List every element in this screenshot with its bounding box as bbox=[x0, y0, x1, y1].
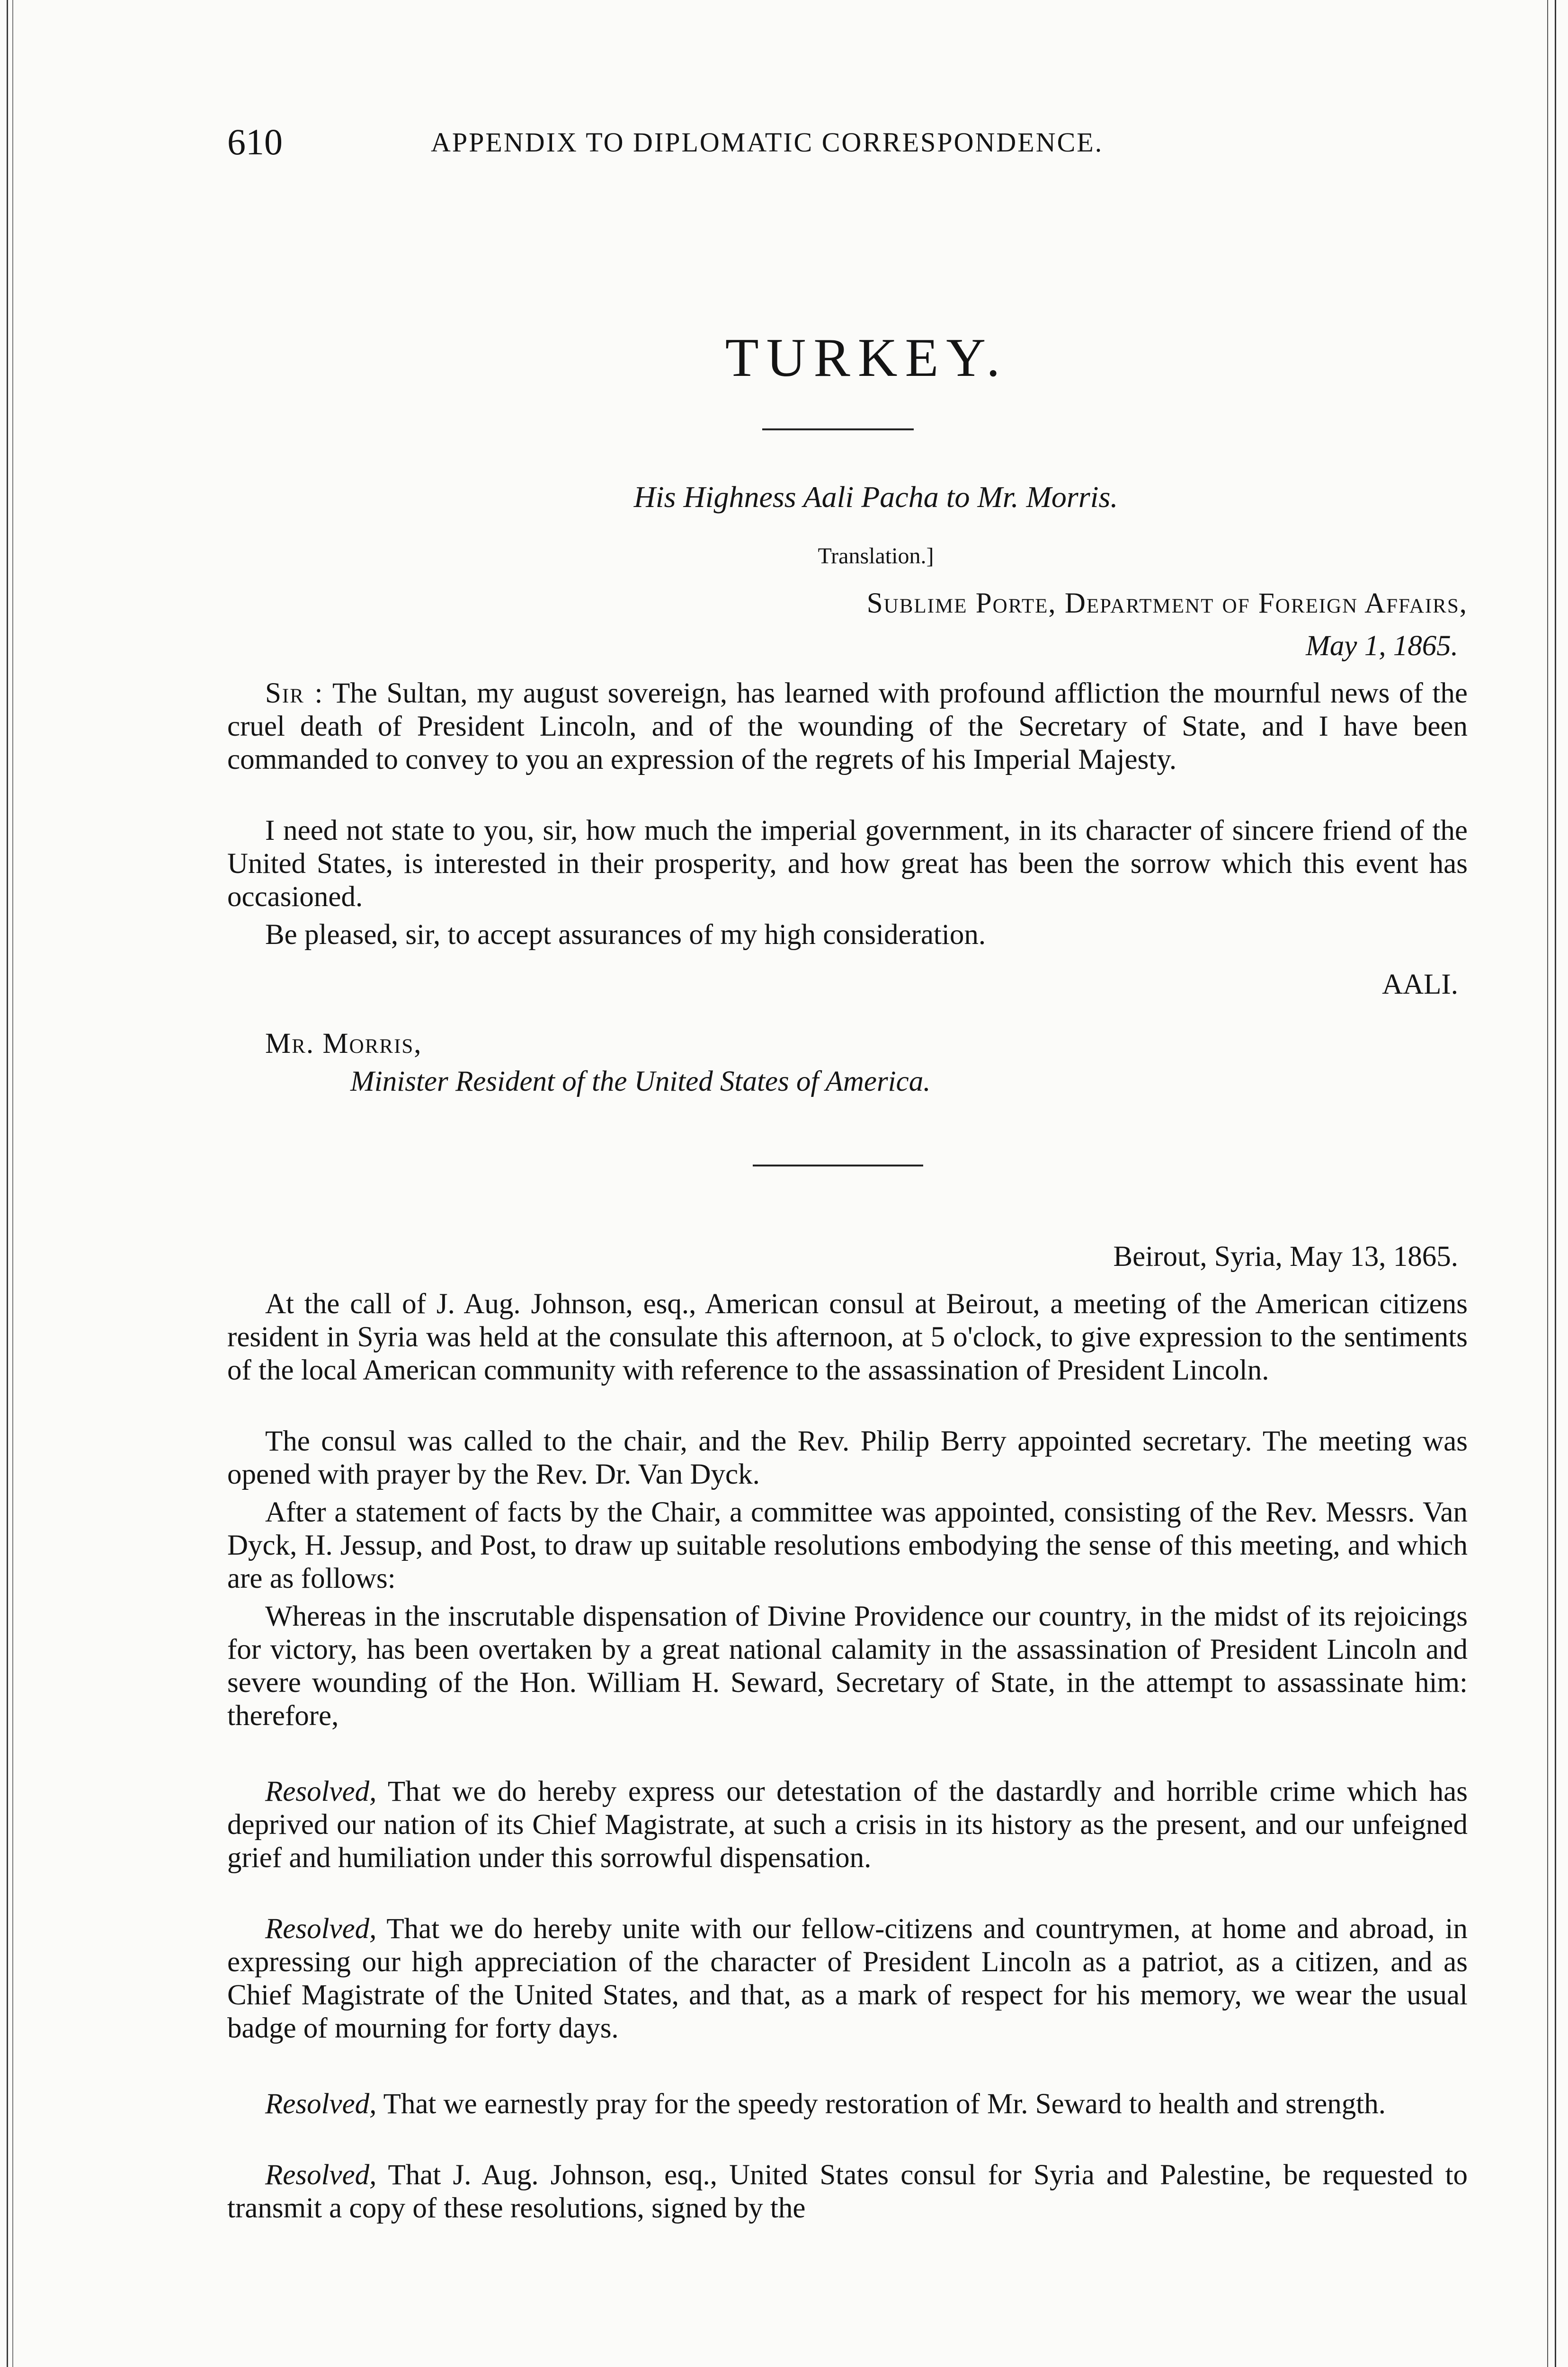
resolution-text: That J. Aug. Johnson, esq., United States consul for Syria and Palestine, be requested to transmit a copy of these resolutions, signed by the bbox=[227, 2159, 1468, 2224]
page-header bbox=[227, 121, 1468, 173]
page-edge-line bbox=[12, 0, 13, 2367]
page-edge-line bbox=[7, 0, 8, 2367]
meeting-paragraph: At the call of J. Aug. Johnson, esq., American consul at Beirout, a meeting of the American citizens resident in Syria was held at the consulate this afternoon, at 5 o'clock, to give expression to the sentiments of the local American community with reference to the assassination of President Lincoln. bbox=[227, 1288, 1468, 1386]
resolution-text: That we do hereby express our detestation of the dastardly and horrible crime which has deprived our nation of its Chief Magistrate, at such a crisis in its history as the present, and our unfeigned grief and humiliation under this sorrowful dispensation. bbox=[227, 1776, 1468, 1874]
resolved-label: Resolved, bbox=[265, 1776, 377, 1807]
translation-note: Translation.] bbox=[818, 543, 934, 569]
salutation: Sir : bbox=[265, 677, 324, 709]
resolved-label: Resolved, bbox=[265, 2159, 377, 2191]
resolution bbox=[227, 1775, 1468, 1875]
addressee-name: Mr. Morris, bbox=[265, 1028, 422, 1059]
meeting-paragraph: The consul was called to the chair, and the Rev. Philip Berry appointed secretary. The meeting was opened with prayer by the Rev. Dr. Van Dyck. bbox=[227, 1425, 1468, 1490]
page-edge-line bbox=[1555, 0, 1556, 2367]
resolution bbox=[227, 2159, 1468, 2225]
section-title: TURKEY. bbox=[725, 328, 1008, 388]
section-divider bbox=[753, 1165, 923, 1166]
letter-heading: His Highness Aali Pacha to Mr. Morris. bbox=[633, 480, 1118, 514]
letter-paragraph bbox=[227, 677, 1468, 776]
resolution-text: That we earnestly pray for the speedy restoration of Mr. Seward to health and strength. bbox=[383, 2088, 1386, 2120]
section-divider bbox=[762, 428, 914, 430]
letter-paragraph-text: The Sultan, my august sovereign, has learned with profound affliction the mournful news of the cruel death of President Lincoln, and of the wounding of the Secretary of State, and I have been commanded to convey to you an expression of the regrets of his Imperial Majesty. bbox=[227, 677, 1468, 775]
resolution bbox=[227, 2088, 1468, 2121]
resolved-label: Resolved, bbox=[265, 1913, 377, 1945]
resolution-text: That we do hereby unite with our fellow-citizens and countrymen, at home and abroad, in expressing our high appreciation of the character of President Lincoln as a patriot, as a citizen, and as Chief Magistrate of the United States, and that, as a mark of respect for his memory, we wear the usual badge of mourning for forty days. bbox=[227, 1913, 1468, 2044]
addressee-title: Minister Resident of the United States of America. bbox=[350, 1066, 931, 1097]
resolution bbox=[227, 1913, 1468, 2045]
letter-date bbox=[227, 630, 1468, 663]
resolved-label: Resolved, bbox=[265, 2088, 377, 2120]
letter-paragraph: Be pleased, sir, to accept assurances of my high consideration. bbox=[265, 919, 986, 951]
signature: AALI. bbox=[1382, 969, 1458, 1000]
letter-date-text: May 1, 1865. bbox=[1306, 630, 1458, 662]
meeting-place-date: Beirout, Syria, May 13, 1865. bbox=[1113, 1241, 1458, 1272]
meeting-paragraph: After a statement of facts by the Chair, a committee was appointed, consisting of the Rev. Messrs. Van Dyck, H. Jessup, and Post, to draw up suitable resolutions embodying the sense of this meeting, and which are as follows: bbox=[227, 1496, 1468, 1594]
meeting-paragraph: Whereas in the inscrutable dispensation of Divine Providence our country, in the midst of its rejoicings for victory, has been overtaken by a great national calamity in the assassination of President Lincoln and severe wounding of the Hon. William H. Seward, Secretary of State, in the attempt to assassinate him: therefore, bbox=[227, 1601, 1468, 1732]
letter-origin: Sublime Porte, Department of Foreign Affairs, bbox=[866, 587, 1468, 619]
page-number: 610 bbox=[227, 121, 283, 162]
letter-paragraph: I need not state to you, sir, how much the imperial government, in its character of sincere friend of the United States, is interested in their prosperity, and how great has been the sorrow which this event has occasioned. bbox=[227, 815, 1468, 913]
running-head: APPENDIX TO DIPLOMATIC CORRESPONDENCE. bbox=[431, 127, 1104, 158]
page-edge-line bbox=[1547, 0, 1548, 2367]
